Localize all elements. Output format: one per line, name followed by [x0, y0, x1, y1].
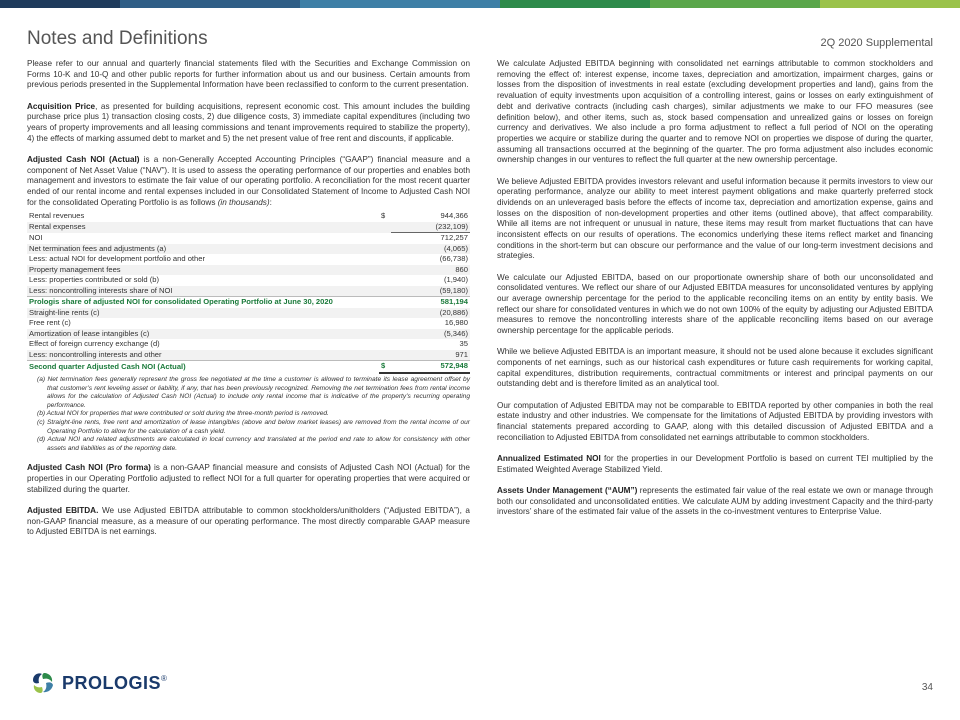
row-value: (20,886) [391, 308, 470, 319]
row-currency [379, 244, 391, 255]
row-label: Straight-line rents (c) [27, 308, 379, 319]
row-currency [379, 254, 391, 265]
row-label: Less: properties contributed or sold (b) [29, 275, 160, 285]
term: Assets Under Management (“AUM”) [497, 485, 638, 495]
definition: for the properties in our Development Portfolio is based on current TEI multiplied by the Estimated Weighted Average Stabilized Yield. [497, 454, 934, 474]
table-row [27, 244, 470, 255]
supplemental-label: 2Q 2020 Supplemental [820, 37, 933, 49]
adjusted-ebitda-paragraph [27, 506, 470, 538]
footnote: (c) Straight-line rents, free rent and amortization of lease intangibles (above and below market leases) are removed from the rental income of our Operating Portfolio to allow for the calculation of a cash yield. [37, 418, 470, 435]
left-column [27, 59, 470, 549]
row-label: Rental expenses [27, 222, 379, 233]
adjusted-cash-noi-paragraph [27, 155, 470, 209]
table-row [27, 361, 470, 373]
row-value: 971 [391, 350, 470, 361]
definition: is a non-Generally Accepted Accounting Principles (“GAAP”) financial measure and a component of Net Asset Value (“NAV”). It is used to assess the operating performance of our properties and enables both management and investors to estimate the fair value of our operating portfolio. A reconciliation for the most recent quarter ended of our rental income and rental expenses included in our Consolidated Statement of Income to Adjusted Cash NOI for the consolidated Operating Portfolio is as follows [27, 154, 470, 207]
row-label: Less: actual NOI for development portfolio and other [29, 254, 206, 264]
table-row [27, 318, 470, 329]
table-row [27, 329, 470, 340]
noi-reconciliation-table [27, 211, 470, 374]
adjusted-cash-noi-pro-forma-paragraph [27, 463, 470, 495]
annualized-noi-paragraph [497, 454, 933, 475]
table-row [27, 233, 470, 244]
row-label: Net termination fees and adjustments (a) [27, 244, 379, 255]
row-currency [379, 339, 391, 350]
definition: , as presented for building acquisitions, represent economic cost. This amount includes the building purchase price plus 1) transaction closing costs, 2) due diligence costs, 3) immediate capital expenditures (including two years of property improvements and all leasing commissions and tenant improvements required to stabilize the property), 4) the effects of marking assumed debt to market and 5) the net present value of free rent and discounts, if applicable. [27, 101, 470, 143]
table-row [27, 211, 470, 222]
row-value: 860 [391, 265, 470, 276]
topbar-segment [500, 0, 650, 8]
row-value: (5,346) [391, 329, 470, 340]
term: Adjusted Cash NOI (Pro forma) [27, 463, 151, 473]
row-value: 35 [459, 339, 468, 349]
ebitda-limitations-paragraph: While we believe Adjusted EBITDA is an important measure, it should not be used alone because it excludes significant components of net earnings, such as our historical cash expenditures or future cash requirements for working capital, capital expenditures, distribution requirements, contractual commitments or interest and principal payments on our outstanding debt and is therefore limited as an analytical tool. [497, 347, 933, 389]
page-title: Notes and Definitions [27, 28, 208, 49]
row-label: Less: noncontrolling interests and other [27, 350, 379, 361]
row-value: (1,940) [443, 275, 468, 285]
ebitda-usefulness-paragraph: We believe Adjusted EBITDA provides investors relevant and useful information because it permits investors to view our operating performance, analyze our ability to meet interest payment obligations and make quarterly preferred stock dividends on an unleveraged basis before the effects of income tax, depreciation and amortization expense, gains and losses on the disposition of non-development properties and other items (outlined above), that affect comparability. While all items are not infrequent or unusual in nature, these items may result from market fluctuations that can have inconsistent effects on our results of operations. The economics underlying these items reflect market and financing conditions in the short-term but can obscure our performance and the value of our long-term investment decisions and strategies. [497, 176, 933, 261]
footnote: (a) Net termination fees generally represent the gross fee negotiated at the time a customer is allowed to terminate its lease agreement offset by that customer’s rent leveling asset or liability, if any, that has been previously recognized. Removing the net termination fees from rental income allows for the calculation of Adjusted Cash NOI (Actual) to include only rental income that is indicative of the property’s recurring operating performance. [37, 375, 470, 409]
page-number: 34 [921, 682, 933, 693]
term: Adjusted EBITDA. [27, 505, 99, 515]
row-label: Amortization of lease intangibles (c) [27, 329, 379, 340]
top-color-bar [0, 0, 960, 8]
table-row [27, 254, 470, 265]
definition: is a non-GAAP financial measure and consists of Adjusted Cash NOI (Actual) for the properties in our Operating Portfolio adjusted to reflect NOI for a full quarter for operating properties that were acquired or stabilized during the quarter. [27, 463, 470, 494]
row-currency [379, 350, 391, 361]
table-row [27, 350, 470, 361]
table-row [27, 222, 470, 233]
row-value: (59,180) [391, 286, 470, 297]
row-currency [379, 275, 391, 286]
row-currency [379, 222, 391, 233]
intro-paragraph: Please refer to our annual and quarterly financial statements filed with the Securities and Exchange Commission on Forms 10-K and 10-Q and other public reports for further information about us and our business. Certain amounts from previous periods presented in the Supplemental Information have been reclassified to conform to the current presentation. [27, 59, 470, 90]
ebitda-comparability-paragraph: Our computation of Adjusted EBITDA may not be comparable to EBITDA reported by other companies in both the real estate industry and other industries. We compensate for the limitations of Adjusted EBITDA by providing investors with financial statements prepared according to GAAP, along with this detailed discussion of Adjusted EBITDA and a reconciliation to Adjusted EBITDA from consolidated net earnings attributable to common stockholders. [497, 400, 933, 442]
acquisition-price-paragraph [27, 102, 470, 145]
row-currency [379, 318, 391, 329]
row-label: Free rent (c) [29, 318, 71, 328]
row-value: 944,366 [440, 211, 468, 221]
definition: We use Adjusted EBITDA attributable to common stockholders/unitholders (“Adjusted EBITDA”), a non-GAAP financial measure, as a measure of our operating performance. The most directly comparable GAAP measure to Adjusted EBITDA is net earnings. [27, 505, 470, 537]
footnote: (b) Actual NOI for properties that were contributed or sold during the three-month period is removed. [37, 410, 329, 418]
table-row [27, 265, 470, 276]
row-label: Second quarter Adjusted Cash NOI (Actual) [27, 361, 379, 373]
row-currency [379, 329, 391, 340]
topbar-segment [0, 0, 120, 8]
footnote: (d) Actual NOI and related adjustments are calculated in local currency and translated at the period end rate to allow for consistency with other assets and liabilities as of the reporting date. [37, 436, 470, 452]
table-row [27, 275, 470, 286]
aum-paragraph [497, 486, 933, 518]
term: Annualized Estimated NOI [497, 454, 601, 463]
ebitda-ownership-paragraph: We calculate our Adjusted EBITDA, based on our proportionate ownership share of both our unconsolidated and consolidated ventures. We reflect our share of our Adjusted EBITDA measures for unconsolidated ventures by applying our average ownership percentage for the period to the applicable reconciling items on an entity by entity basis. We reflect our share for consolidated ventures in which we do not own 100% of the equity by adjusting our Adjusted EBITDA measures to remove the noncontrolling interests share of the applicable reconciling items based on our average ownership percentage for the applicable periods. [497, 272, 933, 336]
row-value: 581,194 [391, 297, 470, 308]
row-label: Effect of foreign currency exchange (d) [29, 339, 160, 349]
row-currency [379, 233, 391, 244]
ebitda-calculation-paragraph: We calculate Adjusted EBITDA beginning with consolidated net earnings attributable to common stockholders and removing the effect of: interest expense, income taxes, depreciation and amortization, impairment charges, gains or losses from the disposition of investments in real estate (excluding development properties and land), gains from the revaluation of equity investments upon acquisition of a controlling interest, gains or losses on early extinguishment of debt and derivative contracts (including cash charges), similar adjustments we make to our FFO measures (see definition below), and other items, such as, stock based compensation and unrealized gains or losses on foreign currency and derivatives. We also include a pro forma adjustment to reflect a full period of NOI on the operating properties we acquire or stabilize during the quarter and to remove NOI on properties we dispose of during the quarter, assuming all transactions occurred at the beginning of the quarter. The pro forma adjustment also includes economic ownership changes in our ventures to reflect the full quarter at the new ownership percentage. [497, 59, 933, 165]
table-row [27, 297, 470, 308]
units-note: (in thousands) [217, 197, 270, 207]
registered-mark: ® [161, 674, 167, 683]
colon: : [269, 197, 272, 207]
row-label: Rental revenues [29, 211, 85, 221]
row-label: Prologis share of adjusted NOI for consolidated Operating Portfolio at June 30, 2020 [27, 297, 379, 308]
footnotes [27, 376, 470, 453]
row-value: (4,065) [391, 244, 470, 255]
row-label: Less: noncontrolling interests share of NOI [27, 286, 379, 297]
table-row [27, 286, 470, 297]
row-value: 572,948 [391, 361, 470, 373]
term: Acquisition Price [27, 101, 96, 111]
row-currency [379, 286, 391, 297]
row-value: 712,257 [391, 233, 470, 244]
row-value: (232,109) [391, 222, 470, 233]
row-currency: $ [379, 361, 391, 373]
row-currency [379, 265, 391, 276]
topbar-segment [820, 0, 960, 8]
topbar-segment [120, 0, 300, 8]
term: Adjusted Cash NOI (Actual) [27, 154, 140, 164]
table-row [27, 308, 470, 319]
row-label: Property management fees [27, 265, 379, 276]
topbar-segment [650, 0, 820, 8]
row-currency [379, 308, 391, 319]
prologis-logo [30, 670, 167, 696]
definition: represents the estimated fair value of the real estate we own or manage through both our consolidated and unconsolidated entities. We calculate AUM by adding investment Capacity and the third-party investors’ share of the estimated fair value of the assets in the co-investment ventures to Enterprise Value. [497, 485, 933, 517]
row-label: NOI [29, 233, 43, 243]
row-currency: $ [381, 211, 386, 221]
prologis-logo-mark-icon [30, 670, 56, 696]
row-value: 16,980 [444, 318, 468, 328]
row-currency [379, 297, 391, 308]
logo-wordmark: PROLOGIS [62, 672, 162, 693]
row-value: (66,738) [439, 254, 468, 264]
table-row [27, 339, 470, 350]
topbar-segment [300, 0, 500, 8]
right-column [497, 59, 933, 529]
